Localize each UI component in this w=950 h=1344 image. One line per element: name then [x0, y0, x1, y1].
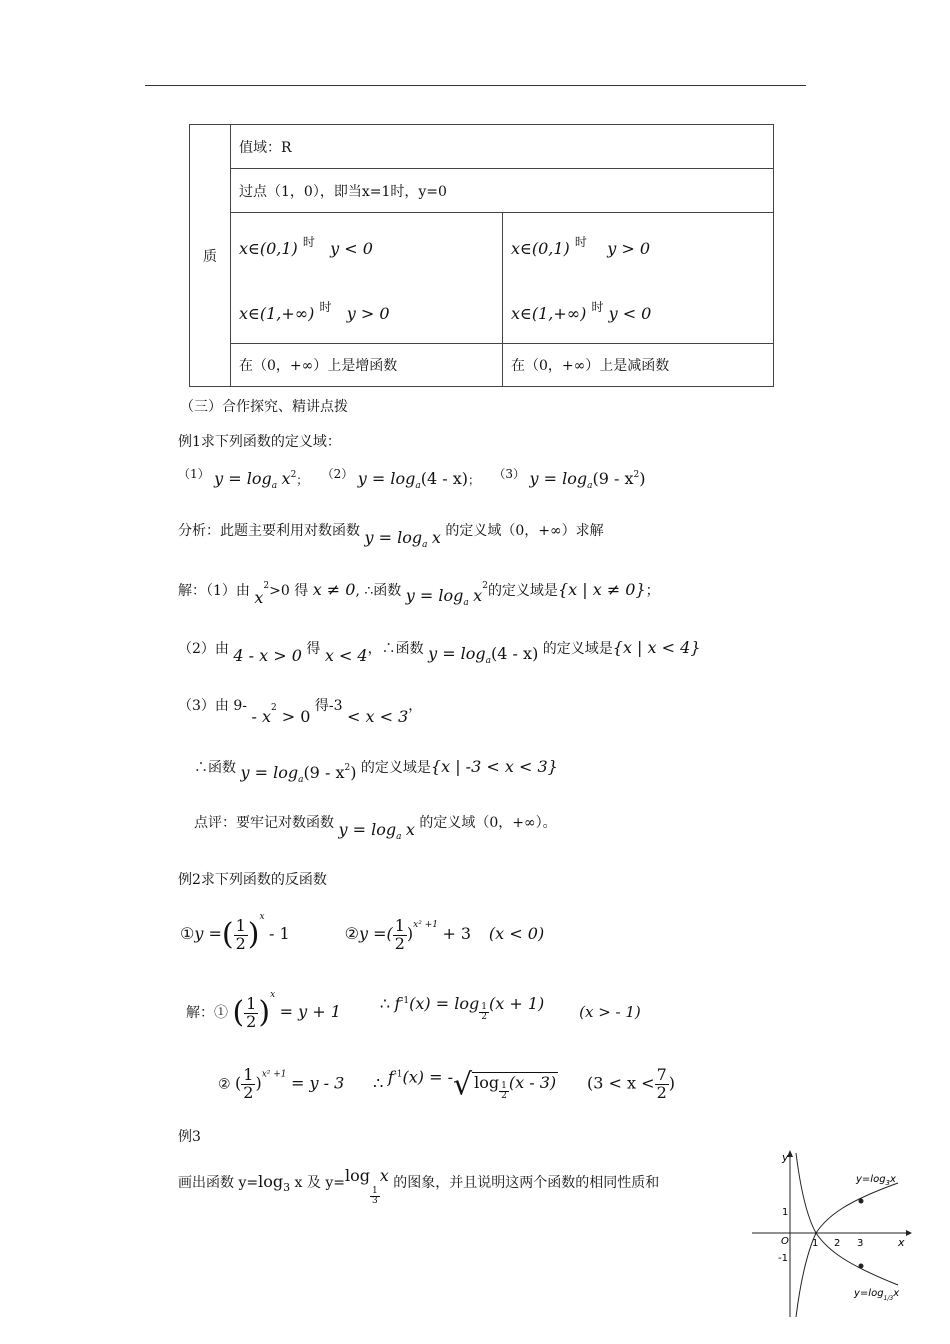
analysis-pre: 分析：此题主要利用对数函数 — [178, 523, 360, 539]
s2-frac — [241, 1067, 255, 1102]
sol3-ineq-post: > 0 — [276, 707, 311, 726]
sol3-exp: 2 — [270, 703, 277, 713]
solution3-line — [178, 695, 422, 726]
s2-base-frac — [499, 1082, 509, 1102]
sol3-res: < x < 3 — [347, 707, 409, 726]
section-title: （三）合作探究、精讲点拨 — [180, 399, 348, 415]
q1-num: ① — [180, 924, 195, 943]
header-rule — [145, 85, 806, 86]
comment-pre: 点评：要牢记对数函数 — [194, 815, 334, 831]
ex3-log1-arg: x — [290, 1175, 303, 1191]
example1-items — [178, 465, 645, 491]
inc-curve-label — [855, 1174, 896, 1187]
solution1-line — [178, 580, 660, 608]
q1-frac-den: 2 — [235, 933, 246, 953]
left-case-2-cond: x∈(1,+∞) — [239, 304, 315, 323]
tick-x1: 1 — [812, 1238, 819, 1249]
right-sign-cases — [503, 213, 774, 344]
analysis-base: a — [422, 540, 428, 550]
s2-f: f — [387, 1067, 394, 1087]
sol2-res: x < 4 — [324, 646, 368, 665]
ex3-log1: log — [258, 1172, 284, 1191]
sol2-expr: y = log — [428, 644, 486, 663]
item1-base: a — [271, 481, 278, 491]
s2-log: log — [474, 1073, 500, 1093]
sol1-pre: 解：（1）由 — [178, 583, 250, 599]
item3-close: ) — [639, 469, 646, 488]
q1-frac — [234, 915, 248, 953]
tick-x3: 3 — [857, 1238, 864, 1249]
right-case-1-when: 时 — [574, 235, 587, 249]
q2-frac — [393, 915, 407, 953]
comment-base: a — [396, 832, 402, 842]
q2-frac-den: 2 — [394, 933, 405, 953]
left-monotone: 在（0，+∞）上是增函数 — [231, 344, 503, 387]
s2-cond-frac — [655, 1067, 669, 1102]
x-axis-label: x — [898, 1236, 905, 1249]
s1-base-num: 1 — [481, 1001, 487, 1012]
tick-y-pos: 1 — [782, 1207, 789, 1218]
left-sign-cases — [231, 213, 503, 344]
item3-exp: 2 — [633, 470, 640, 480]
s1-paren-close: ) — [258, 995, 271, 1030]
right-case-2-result: y < 0 — [608, 304, 652, 323]
sol1-exp2: 2 — [482, 581, 488, 591]
sol3b-domain: {x | -3 < x < 3} — [430, 757, 558, 776]
sol2-get: 得 — [306, 641, 321, 657]
q2-num: ② — [344, 924, 359, 943]
s2-cond-num: 7 — [656, 1065, 667, 1084]
q2-frac-num: 1 — [394, 915, 405, 935]
ex3-text-pre: 画出函数 y= — [178, 1175, 259, 1191]
sol1-base: a — [463, 598, 469, 608]
example2-questions — [180, 912, 544, 952]
q1-lhs: y = — [194, 924, 222, 943]
dec-label-main: y=log — [854, 1288, 884, 1299]
s1-frac-num: 1 — [246, 993, 257, 1013]
sol3b-arg: (9 - x — [303, 763, 345, 782]
q2-cond: (x < 0) — [488, 924, 545, 943]
q1-paren-open: ( — [221, 917, 234, 952]
left-case-1-when: 时 — [302, 235, 315, 249]
right-case-1-cond: x∈(0,1) — [511, 239, 570, 258]
left-case-1-cond: x∈(0,1) — [239, 239, 298, 258]
tick-x2: 2 — [834, 1238, 841, 1249]
s1-arg: (x + 1) — [488, 994, 545, 1013]
comment-line — [194, 812, 557, 842]
sol1-therefore: , ∴函数 — [355, 583, 402, 599]
sol3-end: ， — [408, 698, 423, 714]
right-case-1-result: y > 0 — [607, 239, 651, 258]
solution2-line — [178, 638, 701, 666]
right-case-1 — [511, 213, 765, 278]
s2-therefore: ∴ — [373, 1073, 384, 1093]
sol2-pre: （2）由 — [178, 641, 229, 657]
item1-exp: 2 — [290, 470, 297, 480]
s2-frac-den: 2 — [243, 1082, 254, 1102]
s2-exp: x² +1 — [261, 1069, 287, 1080]
example2-title: 例2求下列函数的反函数 — [178, 872, 327, 888]
inc-label-main: y=log — [856, 1174, 886, 1185]
item2-arg: (4 - x) — [420, 469, 469, 488]
example1-title: 例1求下列函数的定义域： — [178, 434, 341, 450]
item1-num: （1） — [178, 467, 210, 481]
s1-label: 解：① — [186, 1005, 228, 1021]
item2-expr: y = log — [357, 469, 416, 488]
item2-base: a — [415, 481, 421, 491]
example2-solution1 — [186, 990, 641, 1030]
s1-base-den: 2 — [481, 1012, 487, 1022]
dec-point — [859, 1264, 864, 1269]
dec-label-arg: x — [893, 1288, 900, 1299]
sol2-arg: (4 - x) — [491, 644, 539, 663]
solution3b-line — [194, 757, 558, 785]
q1-frac-num: 1 — [235, 915, 246, 935]
s1-rhs: = y + 1 — [279, 1002, 341, 1021]
q2-close: ) — [406, 924, 414, 943]
right-monotone: 在（0，+∞）上是减函数 — [503, 344, 774, 387]
dec-curve-label — [853, 1288, 899, 1302]
s2-close: ) — [255, 1073, 262, 1093]
sol1-exp: 2 — [263, 581, 270, 591]
s2-base-num: 1 — [501, 1080, 507, 1091]
inc-point — [859, 1199, 864, 1204]
item1-arg: x — [281, 469, 291, 488]
sol3b-exp: 2 — [344, 763, 351, 773]
tick-y-neg: -1 — [778, 1253, 788, 1264]
sol1-arg: x — [473, 586, 483, 605]
left-case-1 — [239, 213, 494, 278]
sol2-base: a — [485, 656, 492, 666]
left-case-2-result: y > 0 — [346, 304, 390, 323]
sol3b-pre: ∴函数 — [194, 760, 236, 776]
decreasing-curve — [796, 1153, 898, 1285]
s1-inv: -1 — [400, 996, 410, 1006]
comment-post: 的定义域（0，+∞）。 — [419, 815, 557, 831]
sol2-therefore: ，∴函数 — [367, 641, 424, 657]
item3-num: （3） — [493, 467, 526, 481]
left-case-2 — [239, 278, 494, 343]
q1-exp: x — [259, 912, 265, 922]
item1-expr: y = log — [214, 469, 272, 488]
inc-label-arg: x — [890, 1174, 896, 1185]
item3-base: a — [587, 481, 593, 491]
y-axis-label: y — [782, 1151, 789, 1164]
ex3-text-post: 的图象，并且说明这两个函数的相同性质和 — [393, 1175, 660, 1191]
analysis-expr: y = log — [364, 528, 423, 547]
sol1-end: ； — [645, 583, 660, 599]
s2-frac-num: 1 — [243, 1065, 254, 1084]
ex3-log2: log — [345, 1166, 370, 1185]
s1-fx: (x) = log — [409, 994, 480, 1013]
log-graph — [748, 1145, 913, 1323]
s2-open: ( — [235, 1073, 242, 1093]
sol1-domain-pre: 的定义域是 — [487, 583, 558, 599]
s2-cond-close: ) — [668, 1073, 675, 1093]
sol3b-expr: y = log — [240, 763, 299, 782]
s2-inv: -1 — [393, 1069, 403, 1080]
sol3b-domain-pre: 的定义域是 — [360, 760, 431, 776]
analysis-line — [178, 520, 604, 550]
s2-cond-den: 2 — [656, 1082, 667, 1102]
s2-rhs: = y - 3 — [290, 1073, 345, 1093]
inc-label-base: 3 — [885, 1179, 891, 1187]
sol1-x: x — [254, 588, 264, 607]
s1-frac-den: 2 — [246, 1011, 257, 1031]
item3-expr: y = log — [529, 469, 588, 488]
s1-exp: x — [270, 990, 276, 1000]
s1-base-frac — [479, 1003, 489, 1023]
comment-arg: x — [405, 820, 415, 839]
ex3-log2-arg: x — [379, 1166, 389, 1185]
sol2-ineq: 4 - x > 0 — [233, 646, 302, 665]
s2-label: ② — [218, 1076, 231, 1093]
ex3-log2-base-frac — [370, 1187, 380, 1207]
sol2-domain: {x | x < 4} — [612, 638, 701, 657]
origin-label: O — [781, 1236, 789, 1247]
ex3-log2-base-num: 1 — [372, 1185, 378, 1196]
s2-radicand — [472, 1072, 558, 1101]
ex3-mid: 及 y= — [302, 1175, 345, 1191]
sol3b-base: a — [298, 775, 304, 785]
right-case-2-cond: x∈(1,+∞) — [511, 304, 587, 323]
s1-cond: (x > - 1) — [579, 1003, 641, 1021]
sol1-cond: x ≠ 0 — [312, 580, 356, 599]
properties-table — [189, 124, 774, 387]
s1-frac — [244, 993, 258, 1031]
right-case-2 — [511, 278, 765, 343]
example2-solution2 — [218, 1067, 675, 1102]
sol1-expr: y = log — [405, 586, 464, 605]
item1-end: ； — [296, 473, 309, 487]
s1-therefore: ∴ — [379, 994, 390, 1013]
item3-arg: (9 - x — [592, 469, 634, 488]
left-case-1-result: y < 0 — [330, 239, 373, 258]
item2-end: ； — [468, 473, 481, 487]
dec-label-base: 1/3 — [883, 1295, 894, 1302]
q2-tail: + 3 — [442, 924, 472, 943]
sol1-domain: {x | x ≠ 0} — [557, 580, 646, 599]
q1-tail: - 1 — [269, 924, 290, 943]
right-case-2-when: 时 — [591, 300, 604, 314]
sqrt-icon: √ — [453, 1067, 473, 1103]
example3-text — [178, 1166, 659, 1206]
example3-title: 例3 — [178, 1129, 201, 1145]
side-label: 质 — [190, 125, 231, 387]
s2-arg: (x - 3) — [508, 1073, 557, 1093]
ex3-log1-base: 3 — [283, 1181, 291, 1194]
q1-paren-close: ) — [247, 917, 260, 952]
s2-fx: (x) = - — [402, 1067, 454, 1087]
sol3-get: 得-3 — [314, 698, 343, 714]
item2-num: （2） — [321, 467, 354, 481]
sol3-ineq-pre: - x — [251, 707, 271, 726]
s2-base-den: 2 — [501, 1091, 507, 1102]
s2-cond-open: (3 < x < — [587, 1073, 655, 1093]
ex3-log2-base-den: 3 — [372, 1196, 378, 1206]
x-arrow-icon — [906, 1230, 912, 1236]
left-case-2-when: 时 — [319, 300, 332, 314]
sol2-domain-pre: 的定义域是 — [542, 641, 613, 657]
analysis-post: 的定义域（0，+∞）求解 — [445, 523, 604, 539]
comment-expr: y = log — [338, 820, 397, 839]
q2-lhs: y =( — [358, 924, 393, 943]
range-row: 值域：R — [231, 125, 774, 169]
analysis-arg: x — [431, 528, 441, 547]
sol1-mid: >0 得 — [269, 583, 309, 599]
q2-exp: x² +1 — [413, 920, 438, 930]
sol3b-close: ) — [350, 763, 357, 782]
sol3-pre: （3）由 9- — [178, 698, 247, 714]
s1-f: f — [394, 994, 401, 1013]
point-row: 过点（1，0），即当x=1时，y=0 — [231, 169, 774, 213]
s1-paren-open: ( — [232, 995, 245, 1030]
